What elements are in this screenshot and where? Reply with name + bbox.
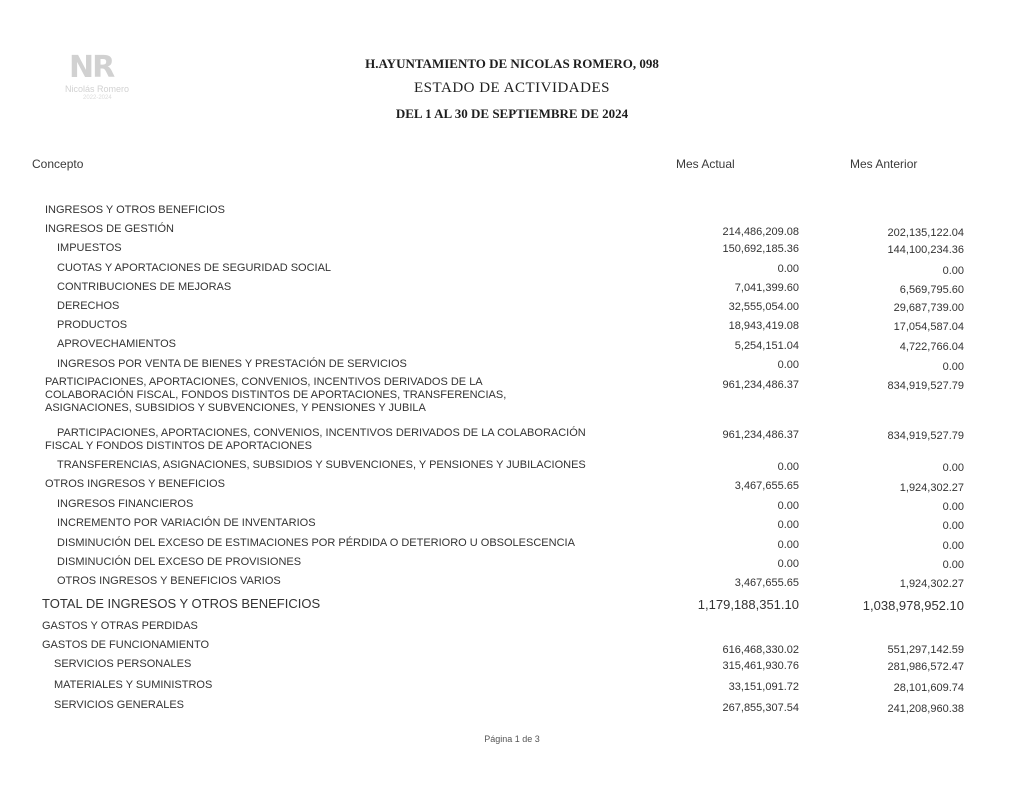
report-title: ESTADO DE ACTIVIDADES — [414, 80, 610, 96]
row-previous: 1,924,302.27 — [899, 578, 964, 590]
row-label: PRODUCTOS — [57, 319, 128, 331]
row-previous: 6,569,795.60 — [899, 284, 964, 296]
table-row — [0, 679, 1024, 695]
row-previous: 0.00 — [942, 559, 964, 571]
row-label: GASTOS DE FUNCIONAMIENTO — [42, 639, 210, 651]
row-current: 0.00 — [777, 558, 799, 570]
report-period: DEL 1 AL 30 DE SEPTIEMBRE DE 2024 — [395, 106, 629, 121]
logo-mark: NR — [69, 50, 114, 85]
row-previous: 551,297,142.59 — [887, 644, 964, 656]
row-current: 0.00 — [777, 519, 799, 531]
table-row — [0, 478, 1024, 494]
row-previous: 0.00 — [942, 361, 964, 373]
row-current: 0.00 — [777, 263, 799, 275]
row-previous: 28,101,609.74 — [893, 682, 964, 694]
table-row — [0, 262, 1024, 278]
row-current: 315,461,930.76 — [722, 660, 799, 672]
table-row — [0, 242, 1024, 258]
row-label: IMPUESTOS — [57, 242, 122, 254]
table-row — [0, 620, 1024, 636]
row-previous: 1,924,302.27 — [899, 482, 964, 494]
total-current: 1,179,188,351.10 — [697, 597, 799, 612]
row-label: PARTICIPACIONES, APORTACIONES, CONVENIOS, INCENTIVOS DERIVADOS DE LA COLABORACIÓN FISCAL Y FONDOS DISTINTOS DE APORTACIONES — [45, 427, 586, 452]
row-current: 961,234,486.37 — [722, 429, 799, 441]
table-row — [0, 556, 1024, 572]
row-label: TRANSFERENCIAS, ASIGNACIONES, SUBSIDIOS Y SUBVENCIONES, Y PENSIONES Y JUBILACIONES — [57, 459, 586, 471]
row-label: SERVICIOS GENERALES — [54, 699, 185, 711]
row-previous: 202,135,122.04 — [887, 227, 964, 239]
row-current: 267,855,307.54 — [722, 702, 799, 714]
row-current: 32,555,054.00 — [728, 301, 799, 313]
table-row — [0, 537, 1024, 553]
row-current: 0.00 — [777, 359, 799, 371]
row-label: INGRESOS DE GESTIÓN — [45, 223, 174, 235]
row-current: 3,467,655.65 — [734, 480, 799, 492]
row-previous: 834,919,527.79 — [887, 380, 964, 392]
row-previous: 281,986,572.47 — [887, 661, 964, 673]
row-current: 0.00 — [777, 500, 799, 512]
table-row — [0, 699, 1024, 715]
row-current: 0.00 — [777, 539, 799, 551]
table-row — [0, 376, 1024, 418]
row-previous: 4,722,766.04 — [899, 341, 964, 353]
row-previous: 834,919,527.79 — [887, 430, 964, 442]
row-current: 5,254,151.04 — [734, 340, 799, 352]
row-previous: 0.00 — [942, 462, 964, 474]
row-previous: 17,054,587.04 — [893, 321, 964, 333]
row-current: 616,468,330.02 — [722, 644, 799, 656]
column-header-current-month: Mes Actual — [676, 157, 735, 171]
row-previous: 0.00 — [942, 265, 964, 277]
table-row — [0, 319, 1024, 335]
row-current: 33,151,091.72 — [728, 681, 799, 693]
row-label: SERVICIOS PERSONALES — [54, 658, 192, 670]
row-label: OTROS INGRESOS Y BENEFICIOS VARIOS — [57, 575, 281, 587]
row-label: MATERIALES Y SUMINISTROS — [54, 679, 213, 691]
row-label: INGRESOS Y OTROS BENEFICIOS — [45, 204, 225, 216]
row-label: DISMINUCIÓN DEL EXCESO DE PROVISIONES — [57, 556, 302, 568]
row-current: 3,467,655.65 — [734, 577, 799, 589]
table-row — [0, 498, 1024, 514]
row-label: INGRESOS POR VENTA DE BIENES Y PRESTACIÓN DE SERVICIOS — [57, 358, 407, 370]
logo-text: Nicolás Romero — [65, 84, 130, 94]
row-label: PARTICIPACIONES, APORTACIONES, CONVENIOS, INCENTIVOS DERIVADOS DE LA COLABORACIÓN FISCAL, FONDOS DISTINTOS DE APORTACIONES, TRANSFERENCIAS, ASIGNACIONES, SUBSIDIOS Y SUBVENCIONES, Y PENSIONES Y JUBILA — [45, 376, 507, 414]
total-row — [0, 596, 1024, 612]
row-current: 0.00 — [777, 461, 799, 473]
table-row — [0, 658, 1024, 674]
table-row — [0, 639, 1024, 655]
table-row — [0, 517, 1024, 533]
table-row — [0, 300, 1024, 316]
row-previous: 0.00 — [942, 520, 964, 532]
table-row — [0, 281, 1024, 297]
table-row — [0, 358, 1024, 374]
table-row — [0, 204, 1024, 220]
row-previous: 0.00 — [942, 540, 964, 552]
row-label: INGRESOS FINANCIEROS — [57, 498, 194, 510]
table-row — [0, 575, 1024, 591]
table-row — [0, 427, 1024, 455]
entity-name: H.AYUNTAMIENTO DE NICOLAS ROMERO, 098 — [365, 56, 659, 71]
logo-subtext: 2022-2024 — [83, 95, 112, 101]
table-row — [0, 223, 1024, 239]
row-label: OTROS INGRESOS Y BENEFICIOS — [45, 478, 225, 490]
total-previous: 1,038,978,952.10 — [862, 598, 964, 613]
row-current: 214,486,209.08 — [722, 226, 799, 238]
row-previous: 241,208,960.38 — [887, 703, 964, 715]
column-header-previous-month: Mes Anterior — [850, 157, 918, 171]
row-label: GASTOS Y OTRAS PERDIDAS — [42, 620, 198, 632]
row-current: 150,692,185.36 — [722, 243, 799, 255]
row-label: CONTRIBUCIONES DE MEJORAS — [57, 281, 232, 293]
row-current: 7,041,399.60 — [734, 282, 799, 294]
row-label: APROVECHAMIENTOS — [57, 338, 176, 350]
column-header-concept: Concepto — [32, 157, 84, 171]
row-previous: 0.00 — [942, 501, 964, 513]
row-current: 18,943,419.08 — [728, 320, 799, 332]
page-number: Página 1 de 3 — [484, 734, 540, 744]
row-previous: 144,100,234.36 — [887, 244, 964, 256]
row-label: DERECHOS — [57, 300, 120, 312]
row-label: INCREMENTO POR VARIACIÓN DE INVENTARIOS — [57, 517, 316, 529]
table-row — [0, 459, 1024, 475]
row-previous: 29,687,739.00 — [893, 302, 964, 314]
table-row — [0, 338, 1024, 354]
row-label: CUOTAS Y APORTACIONES DE SEGURIDAD SOCIAL — [57, 262, 332, 274]
row-current: 961,234,486.37 — [722, 379, 799, 391]
row-label: DISMINUCIÓN DEL EXCESO DE ESTIMACIONES POR PÉRDIDA O DETERIORO U OBSOLESCENCIA — [57, 537, 575, 549]
total-label: TOTAL DE INGRESOS Y OTROS BENEFICIOS — [42, 596, 321, 611]
